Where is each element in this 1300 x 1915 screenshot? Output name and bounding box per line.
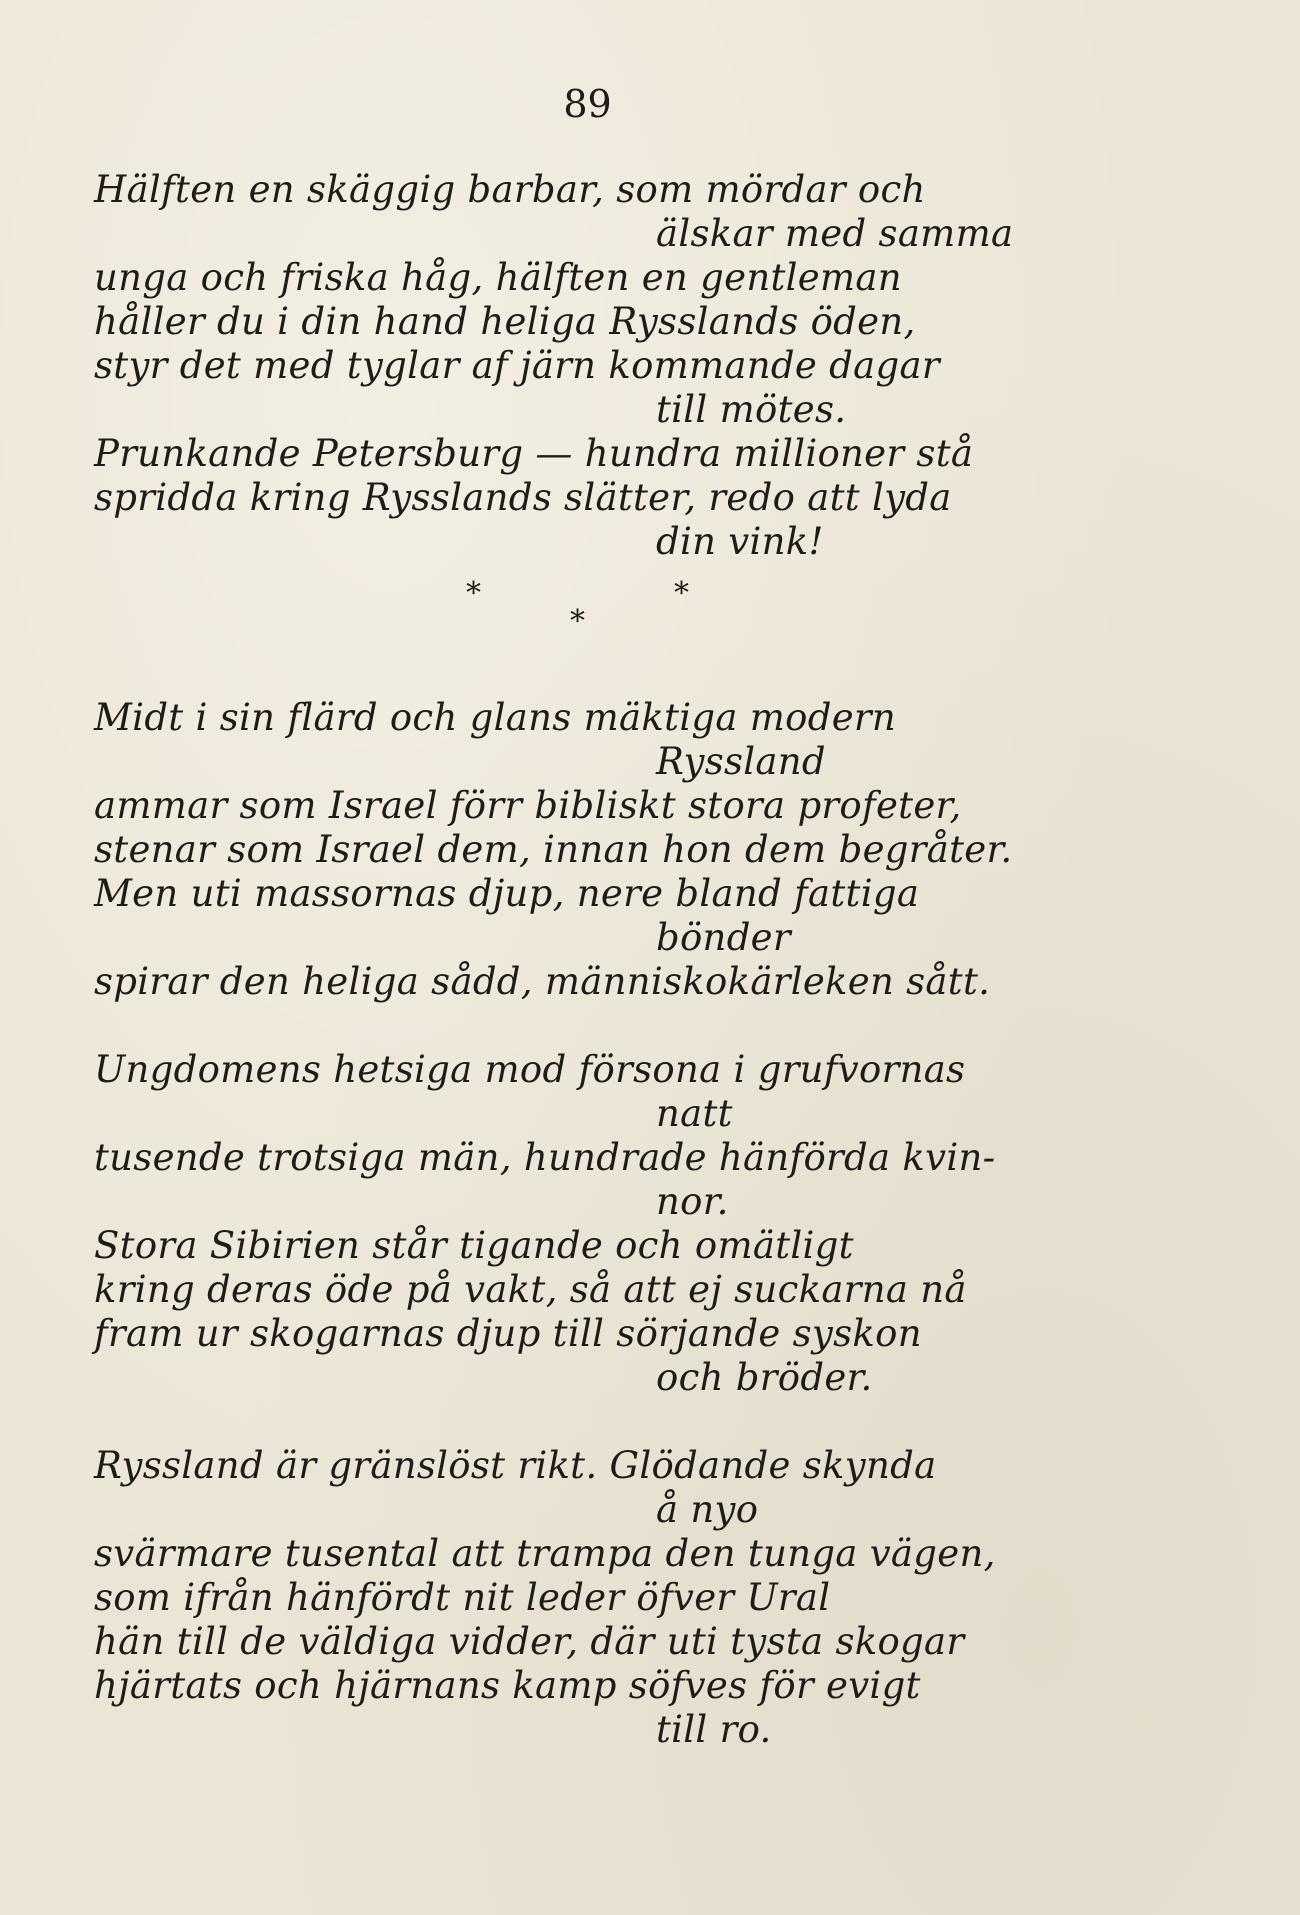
poem-line: stenar som Israel dem, innan hon dem begråter. <box>94 828 1013 871</box>
poem-line: tusende trotsiga män, hundrade hänförda kvin- <box>94 1136 996 1179</box>
poem <box>94 168 1104 1752</box>
poem-line: din vink! <box>656 520 824 563</box>
poem-line: bönder <box>656 916 791 959</box>
poem-line: spirar den heliga sådd, människokärleken sått. <box>94 960 991 1003</box>
poem-line: Hälften en skäggig barbar, som mördar och <box>94 168 926 211</box>
poem-line: styr det med tyglar af järn kommande dagar <box>94 344 940 387</box>
page-number: 89 <box>563 82 612 126</box>
poem-line: Ungdomens hetsiga mod försona i grufvornas <box>94 1048 966 1091</box>
stanza-3 <box>94 1048 1104 1400</box>
poem-line: ammar som Israel förr bibliskt stora profeter, <box>94 784 962 827</box>
asterisk: * <box>674 576 689 611</box>
poem-line: fram ur skogarnas djup till sörjande syskon <box>94 1312 922 1355</box>
stanza-4 <box>94 1444 1104 1752</box>
poem-line: Ryssland är gränslöst rikt. Glödande skynda <box>94 1444 937 1487</box>
stanza-gap <box>94 1004 1104 1048</box>
stanza-1 <box>94 168 1104 564</box>
poem-line: Prunkande Petersburg — hundra millioner stå <box>94 432 974 475</box>
poem-line: Stora Sibirien står tigande och omätligt <box>94 1224 854 1267</box>
poem-line: älskar med samma <box>656 212 1014 255</box>
poem-line: å nyo <box>656 1488 759 1531</box>
poem-line: hjärtats och hjärnans kamp söfves för evigt <box>94 1664 921 1707</box>
poem-line: natt <box>656 1092 733 1135</box>
poem-line: och bröder. <box>656 1356 873 1399</box>
poem-line: unga och friska håg, hälften en gentleman <box>94 256 902 299</box>
stanza-2 <box>94 696 1104 1004</box>
poem-line: Midt i sin flärd och glans mäktiga modern <box>94 696 897 739</box>
poem-line: som ifrån hänfördt nit leder öfver Ural <box>94 1576 831 1619</box>
poem-line: svärmare tusental att trampa den tunga vägen, <box>94 1532 996 1575</box>
stanza-gap <box>94 1400 1104 1444</box>
poem-line: till mötes. <box>656 388 847 431</box>
section-separator <box>94 564 1104 696</box>
poem-line: hän till de väldiga vidder, där uti tysta skogar <box>94 1620 965 1663</box>
poem-line: Ryssland <box>656 740 826 783</box>
asterisk: * <box>466 576 481 611</box>
poem-line: till ro. <box>656 1708 772 1751</box>
asterisk: * <box>570 604 585 639</box>
poem-line: spridda kring Rysslands slätter, redo att lyda <box>94 476 952 519</box>
poem-line: Men uti massornas djup, nere bland fattiga <box>94 872 920 915</box>
poem-line: håller du i din hand heliga Rysslands öden, <box>94 300 916 343</box>
poem-line: nor. <box>656 1180 729 1223</box>
poem-line: kring deras öde på vakt, så att ej suckarna nå <box>94 1268 967 1311</box>
